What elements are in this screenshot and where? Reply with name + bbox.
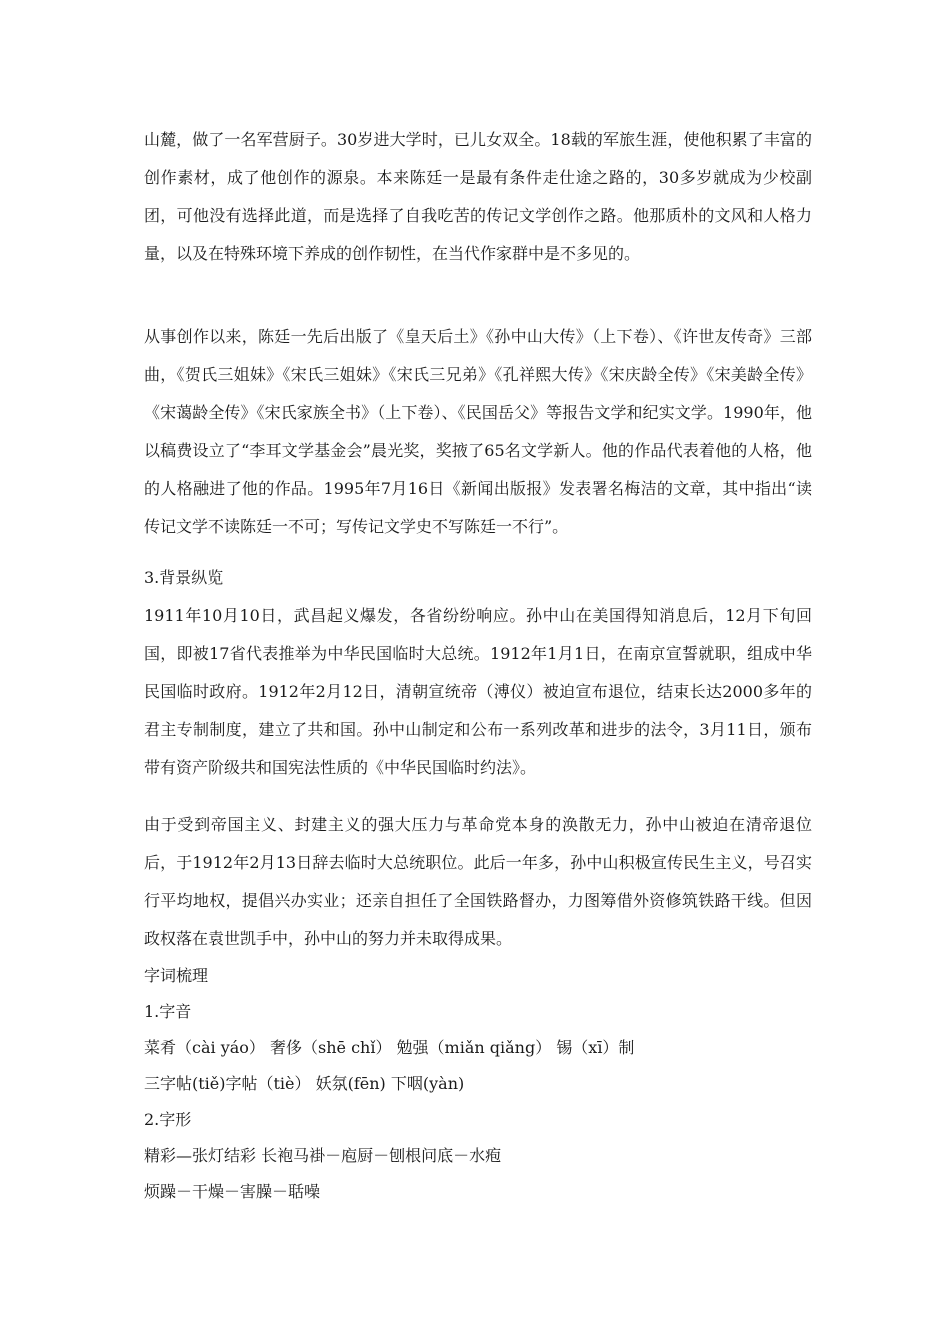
pronunciation-line-1: 菜肴（cài yáo） 奢侈（shē chǐ） 勉强（miǎn qiǎng） 锡（xī）制: [144, 1038, 635, 1057]
pronunciation-heading: 1.字音: [144, 1002, 192, 1021]
form-line-2: 烦躁－干燥－害臊－聒噪: [144, 1182, 321, 1201]
background-paragraph-1: 1911年10月10日，武昌起义爆发，各省纷纷响应。孙中山在美国得知消息后，12月下旬回国，即被17省代表推举为中华民国临时大总统。1912年1月1日，在南京宣誓就职，组成中华民国临时政府。1912年2月12日，清朝宣统帝（溥仪）被迫宣布退位，结束长达2000多年的君主专制制度，建立了共和国。孙中山制定和公布一系列改革和进步的法令，3月11日，颁布带有资产阶级共和国宪法性质的《中华民国临时约法》。: [144, 606, 812, 777]
background-heading: 3.背景纵览: [144, 568, 224, 587]
author-bio-paragraph: 山麓，做了一名军营厨子。30岁进大学时，已儿女双全。18载的军旅生涯，使他积累了丰富的创作素材，成了他创作的源泉。本来陈廷一是最有条件走仕途之路的，30多岁就成为少校副团，可他没有选择此道，而是选择了自我吃苦的传记文学创作之路。他那质朴的文风和人格力量，以及在特殊环境下养成的创作韧性，在当代作家群中是不多见的。: [144, 130, 812, 263]
works-paragraph: 从事创作以来，陈廷一先后出版了《皇天后土》《孙中山大传》（上下卷）、《许世友传奇》三部曲，《贺氏三姐妹》《宋氏三姐妹》《宋氏三兄弟》《孔祥熙大传》《宋庆龄全传》《宋美龄全传》《宋蔼龄全传》《宋氏家族全书》（上下卷）、《民国岳父》等报告文学和纪实文学。1990年，他以稿费设立了“李耳文学基金会”晨光奖，奖掖了65名文学新人。他的作品代表着他的人格，他的人格融进了他的作品。1995年7月16日《新闻出版报》发表署名梅洁的文章，其中指出“读传记文学不读陈廷一不可；写传记文学史不写陈廷一不行”。: [144, 327, 812, 536]
form-line-1: 精彩—张灯结彩 长袍马褂－庖厨－刨根问底－水疱: [144, 1146, 502, 1165]
background-paragraph-2: 由于受到帝国主义、封建主义的强大压力与革命党本身的涣散无力，孙中山被迫在清帝退位后，于1912年2月13日辞去临时大总统职位。此后一年多，孙中山积极宣传民生主义，号召实行平均地权，提倡兴办实业；还亲自担任了全国铁路督办，力图筹借外资修筑铁路干线。但因政权落在袁世凯手中，孙中山的努力并未取得成果。: [144, 815, 812, 948]
form-heading: 2.字形: [144, 1110, 192, 1129]
vocab-heading: 字词梳理: [144, 966, 209, 985]
pronunciation-line-2: 三字帖(tiě)字帖（tiè） 妖氛(fēn) 下咽(yàn): [144, 1074, 465, 1093]
